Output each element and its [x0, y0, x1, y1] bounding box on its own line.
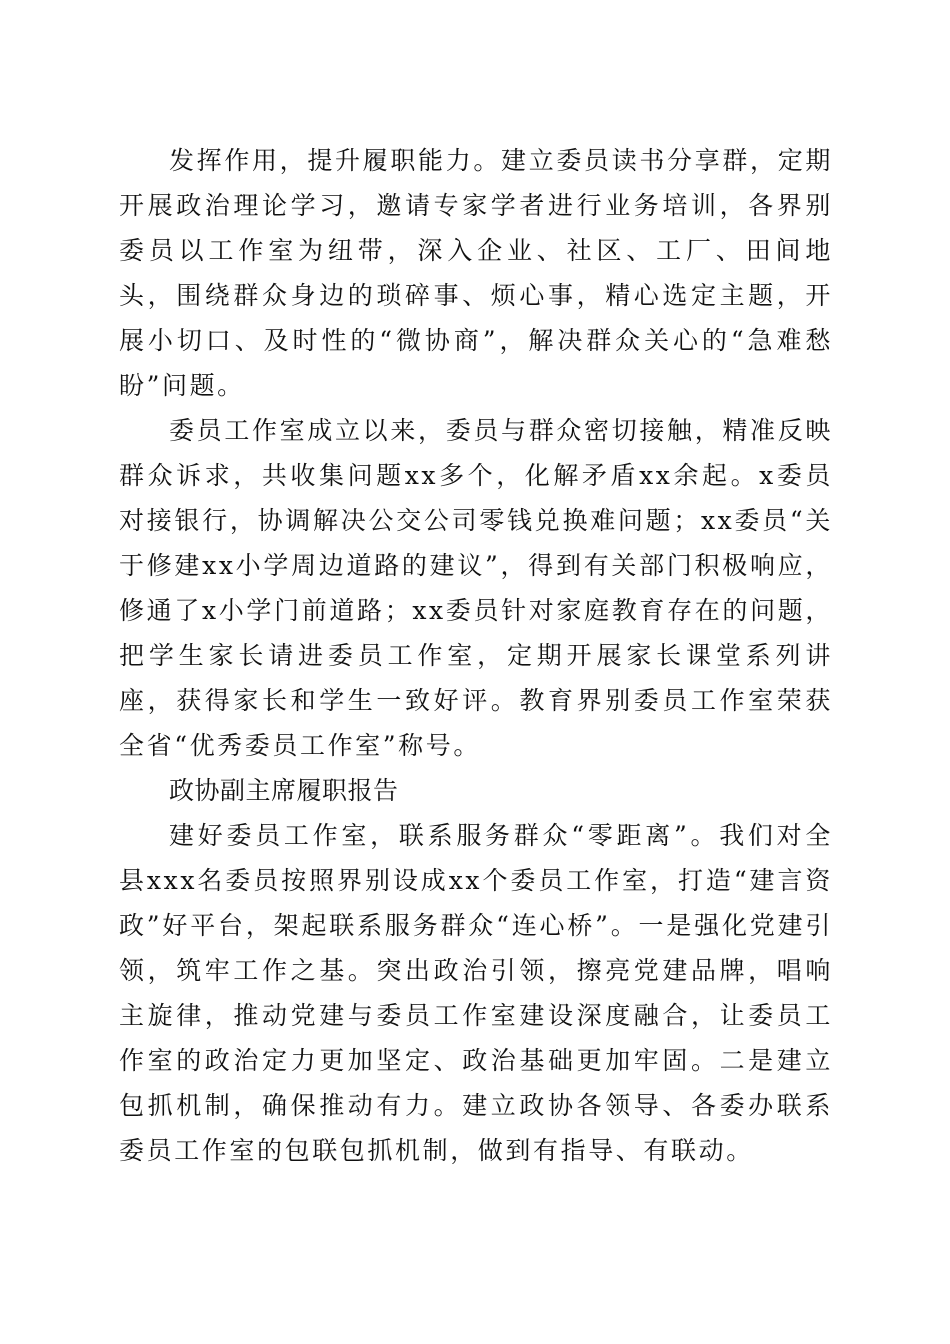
document-body [119, 138, 833, 1173]
paragraph-performance-ability: 发挥作用，提升履职能力。建立委员读书分享群，定期开展政治理论学习，邀请专家学者进行业务培训，各界别委员以工作室为纽带，深入企业、社区、工厂、田间地头，围绕群众身边的琐碎事、烦心事，精心选定主题，开展小切口、及时性的“微协商”，解决群众关心的“急难愁盼”问题。 [119, 146, 833, 400]
section-heading: 政协副主席履职报告 [169, 776, 399, 805]
paragraph-studio-construction: 建好委员工作室，联系服务群众“零距离”。我们对全县xxx名委员按照界别设成xx个委员工作室，打造“建言资政”好平台，架起联系服务群众“连心桥”。一是强化党建引领，筑牢工作之基。突出政治引领，擦亮党建品牌，唱响主旋律，推动党建与委员工作室建设深度融合，让委员工作室的政治定力更加坚定、政治基础更加牢固。二是建立包抓机制，确保推动有力。建立政协各领导、各委办联系委员工作室的包联包抓机制，做到有指导、有联动。 [119, 821, 833, 1165]
paragraph-studio-achievements: 委员工作室成立以来，委员与群众密切接触，精准反映群众诉求，共收集问题xx多个，化解矛盾xx余起。x委员对接银行，协调解决公交公司零钱兑换难问题；xx委员“关于修建xx小学周边道路的建议”，得到有关部门积极响应，修通了x小学门前道路；xx委员针对家庭教育存在的问题，把学生家长请进委员工作室，定期开展家长课堂系列讲座，获得家长和学生一致好评。教育界别委员工作室荣获全省“优秀委员工作室”称号。 [119, 416, 833, 760]
